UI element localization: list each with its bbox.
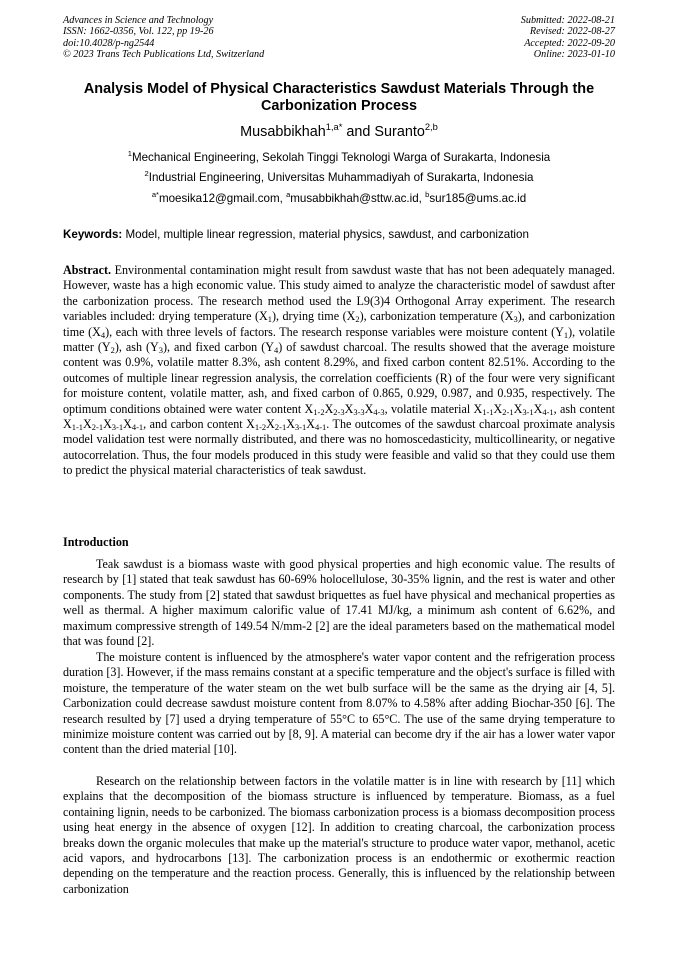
section-heading-introduction: Introduction <box>63 535 129 549</box>
subscript: 1-2 <box>254 422 267 433</box>
abstract-text: ), each with three levels of factors. The research response variables were moisture content (Y <box>105 324 564 339</box>
abstract-text: X <box>83 417 92 432</box>
abstract-text: ), ash (Y <box>114 340 159 355</box>
abstract-text: ) of sawdust charcoal. The results showed that the average moisture content was 0.9%, volatile matter 8.3%, ash content 8.29%, and fixed carbon content 82.51%. According to the outcomes of multiple linear regression analysis, the correlation coefficients (R) of the four were very significant for moisture content, volatile matter, ash, and fixed carbon of 0.865, 0.929, 0.987, and 0.935, respectively. The optimum conditions obtained were water content X <box>63 340 615 416</box>
email-sup: b <box>425 190 430 200</box>
aff1-text: Mechanical Engineering, Sekolah Tinggi Teknologi Warga of Surakarta, Indonesia <box>131 151 551 164</box>
abstract-text: X <box>493 401 503 416</box>
copyright: © 2023 Trans Tech Publications Ltd, Switzerland <box>63 48 265 60</box>
revised-date: Revised: 2022-08-27 <box>529 26 615 38</box>
email-sup: a <box>286 190 291 200</box>
author-2-sup: 2,b <box>424 122 438 133</box>
author-1-sup: 1,a* <box>325 122 343 133</box>
abstract-text: , and carbon content X <box>143 417 255 432</box>
abstract-text: . The outcomes of the sawdust charcoal proximate analysis model validation test were normally distributed, and there was no homoscedasticity, multicollinearity, or negative autocorrelation. Thus, the four models produced in this study were feasible and valid so that they could use them to predict the physical material characteristics of teak sawdust. <box>63 417 615 478</box>
subscript: 1 <box>563 329 569 340</box>
subscript: 4-1 <box>542 406 554 417</box>
subscript: 2 <box>110 345 115 356</box>
keywords-text: Model, multiple linear regression, material physics, sawdust, and carbonization <box>122 228 529 241</box>
subscript: 2-1 <box>91 422 104 433</box>
email-link[interactable]: musabbikhah@sttw.ac.id, <box>290 192 426 205</box>
subscript: 1 <box>267 314 272 325</box>
intro-paragraph-1: Teak sawdust is a biomass waste with good physical properties and high economic value. The results of research by [1] stated that teak sawdust has 60-69% holocellulose, 30-35% lignin, and the rest is water and other components. The study from [2] stated that sawdust briquettes as fuel have physical and mechanical properties as well as thermal. A higher maximum calorific value of 17.41 MJ/kg, a minimum ash content of 6.62%, and maximum compressive strength of 149.54 N/mm-2 [2] are the ideal parameters based on the mathematical model that was found [2]. <box>63 557 615 649</box>
dates-info <box>521 15 615 60</box>
email-sup: a* <box>151 190 159 200</box>
subscript: 1-1 <box>71 422 84 433</box>
abstract-text: X <box>123 417 132 432</box>
subscript: 2-1 <box>502 406 514 417</box>
keywords-label: Keywords: <box>63 228 123 241</box>
subscript: 4-3 <box>373 406 385 417</box>
intro-paragraph-2: The moisture content is influenced by the atmosphere's water vapor content and the refrigeration process duration [3]. However, if the mass remains constant at a specific temperature and the object's surface is filled with moisture, the temperature of the water steam on the wet bulb surface will be the same as the drying air [4, 5]. Carbonization could decrease sawdust moisture content from 8.07% to 4.58% after adding Biochar-350 [6]. The research resulted by [7] used a drying temperature of 55°C to 65°C. The use of the same drying temperature to minimize moisture content was carried out by [8, 9]. A material can become dry if the air has a lower water vapor content than the dried material [10]. <box>63 650 615 757</box>
abstract-text: X <box>103 417 112 432</box>
subscript: 2 <box>355 314 360 325</box>
abstract-text: ), volatile matter (Y <box>63 324 615 355</box>
aff2-sup: 2 <box>144 169 149 179</box>
abstract-text: ), and fixed carbon (Y <box>163 340 274 355</box>
abstract-text: X <box>364 401 374 416</box>
subscript: 3 <box>158 345 164 356</box>
abstract-text: , volatile material X <box>384 401 483 416</box>
email-link[interactable]: sur185@ums.ac.id <box>429 192 527 205</box>
paper-title: Analysis Model of Physical Characteristics Sawdust Materials Through the Carbonization Process <box>83 81 595 114</box>
subscript: 2-1 <box>274 422 287 433</box>
abstract-text: Environmental contamination might result from sawdust waste that has not been adequately managed. However, waste has a high economic value. This study aimed to analyze the characteristic model of sawdust after the carbonization process. The research method used the L9(3)4 Orthogonal Array experiment. The research variables included: drying temperature (X <box>63 263 615 324</box>
abstract-text: X <box>344 401 354 416</box>
abstract-text: X <box>324 401 334 416</box>
subscript: 4-1 <box>131 422 144 433</box>
issn: ISSN: 1662-0356, Vol. 122, pp 19-26 <box>63 26 214 38</box>
subscript: 4-1 <box>314 422 327 433</box>
subscript: 3-3 <box>353 406 365 417</box>
journal-info <box>63 15 264 60</box>
submitted-date: Submitted: 2022-08-21 <box>520 15 615 26</box>
authors <box>63 124 615 140</box>
aff2-text: Industrial Engineering, Universitas Muhammadiyah of Surakarta, Indonesia <box>148 171 534 184</box>
abstract-text: X <box>306 417 315 432</box>
abstract-text: ), drying time (X <box>271 309 356 324</box>
subscript: 3-1 <box>294 422 307 433</box>
keywords <box>63 228 615 241</box>
abstract <box>63 263 615 479</box>
affiliation-1 <box>63 151 615 164</box>
abstract-text: , ash content X <box>63 401 616 432</box>
email-link[interactable]: moesika12@gmail.com, <box>158 192 287 205</box>
abstract-text: X <box>513 401 523 416</box>
author-2: Suranto <box>374 124 425 140</box>
author-1: Musabbikhah <box>240 124 326 140</box>
doi: doi:10.4028/p-ng2544 <box>63 37 155 49</box>
author-and: and <box>342 124 375 140</box>
subscript: 3-1 <box>111 422 124 433</box>
subscript: 3-1 <box>522 406 534 417</box>
online-date: Online: 2023-01-10 <box>533 48 615 60</box>
subscript: 3 <box>513 314 518 325</box>
abstract-text: X <box>533 401 543 416</box>
subscript: 2-3 <box>333 406 345 417</box>
intro-paragraph-3: Research on the relationship between factors in the volatile matter is in line with research by [11] which explains that the decomposition of the biomass structure is influenced by temperature. Biomass, as a fuel containing lignin, needs to be carbonized. The biomass carbonization process is a biomass decomposition process using heat energy in the absence of oxygen [12]. In addition to creating charcoal, the carbonization process breaks down the organic molecules that make up the material's structure to produce water vapor, methanol, acetic acid vapors, and hydrocarbons [13]. The carbonization process is an endothermic or exothermic reaction depending on the temperature and the reaction process. Generally, this is influenced by the relationship between carbonization <box>63 774 615 896</box>
subscript: 4 <box>273 345 279 356</box>
accepted-date: Accepted: 2022-09-20 <box>524 37 615 49</box>
emails <box>63 192 615 205</box>
journal-name: Advances in Science and Technology <box>63 15 214 26</box>
subscript: 1-2 <box>313 406 325 417</box>
abstract-text: X <box>266 417 275 432</box>
aff1-sup: 1 <box>127 149 132 159</box>
abstract-label: Abstract. <box>63 263 112 277</box>
abstract-text: X <box>286 417 295 432</box>
abstract-text: ), and carbonization time (X <box>63 309 616 339</box>
subscript: 1-1 <box>482 406 494 417</box>
abstract-text: ), carbonization temperature (X <box>359 309 514 324</box>
affiliation-2 <box>63 171 615 184</box>
subscript: 4 <box>100 329 106 340</box>
